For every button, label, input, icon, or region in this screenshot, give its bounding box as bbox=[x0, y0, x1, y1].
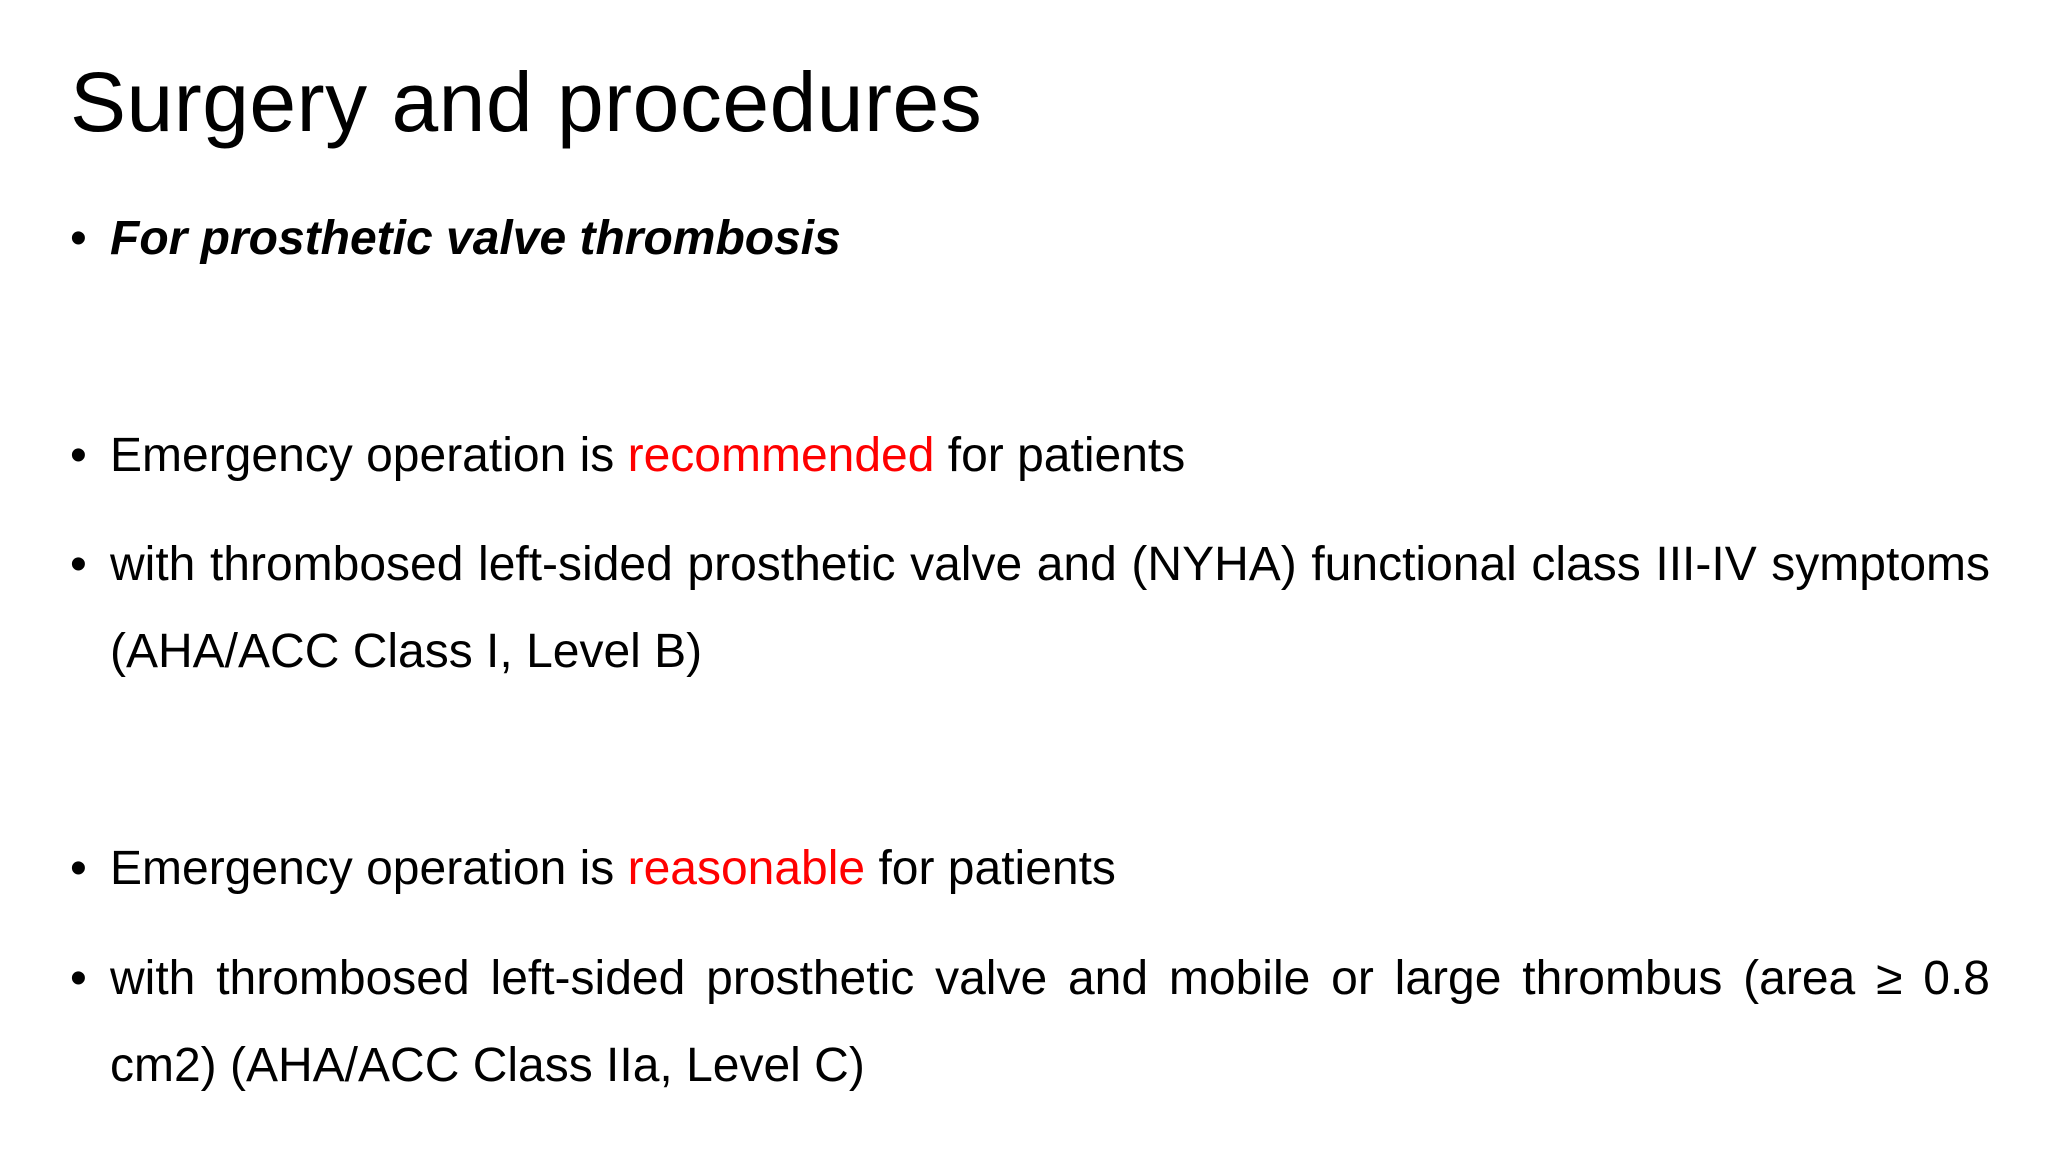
bullet-item bbox=[70, 195, 1990, 282]
bullet-marker: • bbox=[70, 212, 87, 265]
bullet-text bbox=[110, 825, 1990, 912]
bullet-text-after: for patients bbox=[865, 842, 1116, 895]
bullet-marker: • bbox=[70, 538, 87, 591]
bullet-marker: • bbox=[70, 842, 87, 895]
bullet-text-before: Emergency operation is bbox=[110, 842, 628, 895]
bullet-item bbox=[70, 825, 1990, 912]
slide-title: Surgery and procedures bbox=[70, 55, 983, 149]
bullet-text: with thrombosed left-sided prosthetic valve and mobile or large thrombus (area ≥ 0.8 cm2) (AHA/ACC Class IIa, Level C) bbox=[110, 952, 1990, 1092]
bullet-text-before: Emergency operation is bbox=[110, 429, 628, 482]
bullet-text: For prosthetic valve thrombosis bbox=[110, 212, 841, 265]
bullet-item bbox=[70, 412, 1990, 499]
highlight-recommended: recommended bbox=[627, 429, 935, 482]
bullet-marker: • bbox=[70, 952, 87, 1005]
bullet-marker: • bbox=[70, 429, 87, 482]
bullet-text: with thrombosed left-sided prosthetic valve and (NYHA) functional class III-IV symptoms (AHA/ACC Class I, Level B) bbox=[110, 538, 1990, 678]
highlight-reasonable: reasonable bbox=[627, 842, 866, 895]
bullet-text bbox=[110, 412, 1990, 499]
bullet-item bbox=[70, 521, 1990, 695]
bullet-text-after: for patients bbox=[934, 429, 1186, 482]
bullet-item bbox=[70, 935, 1990, 1109]
